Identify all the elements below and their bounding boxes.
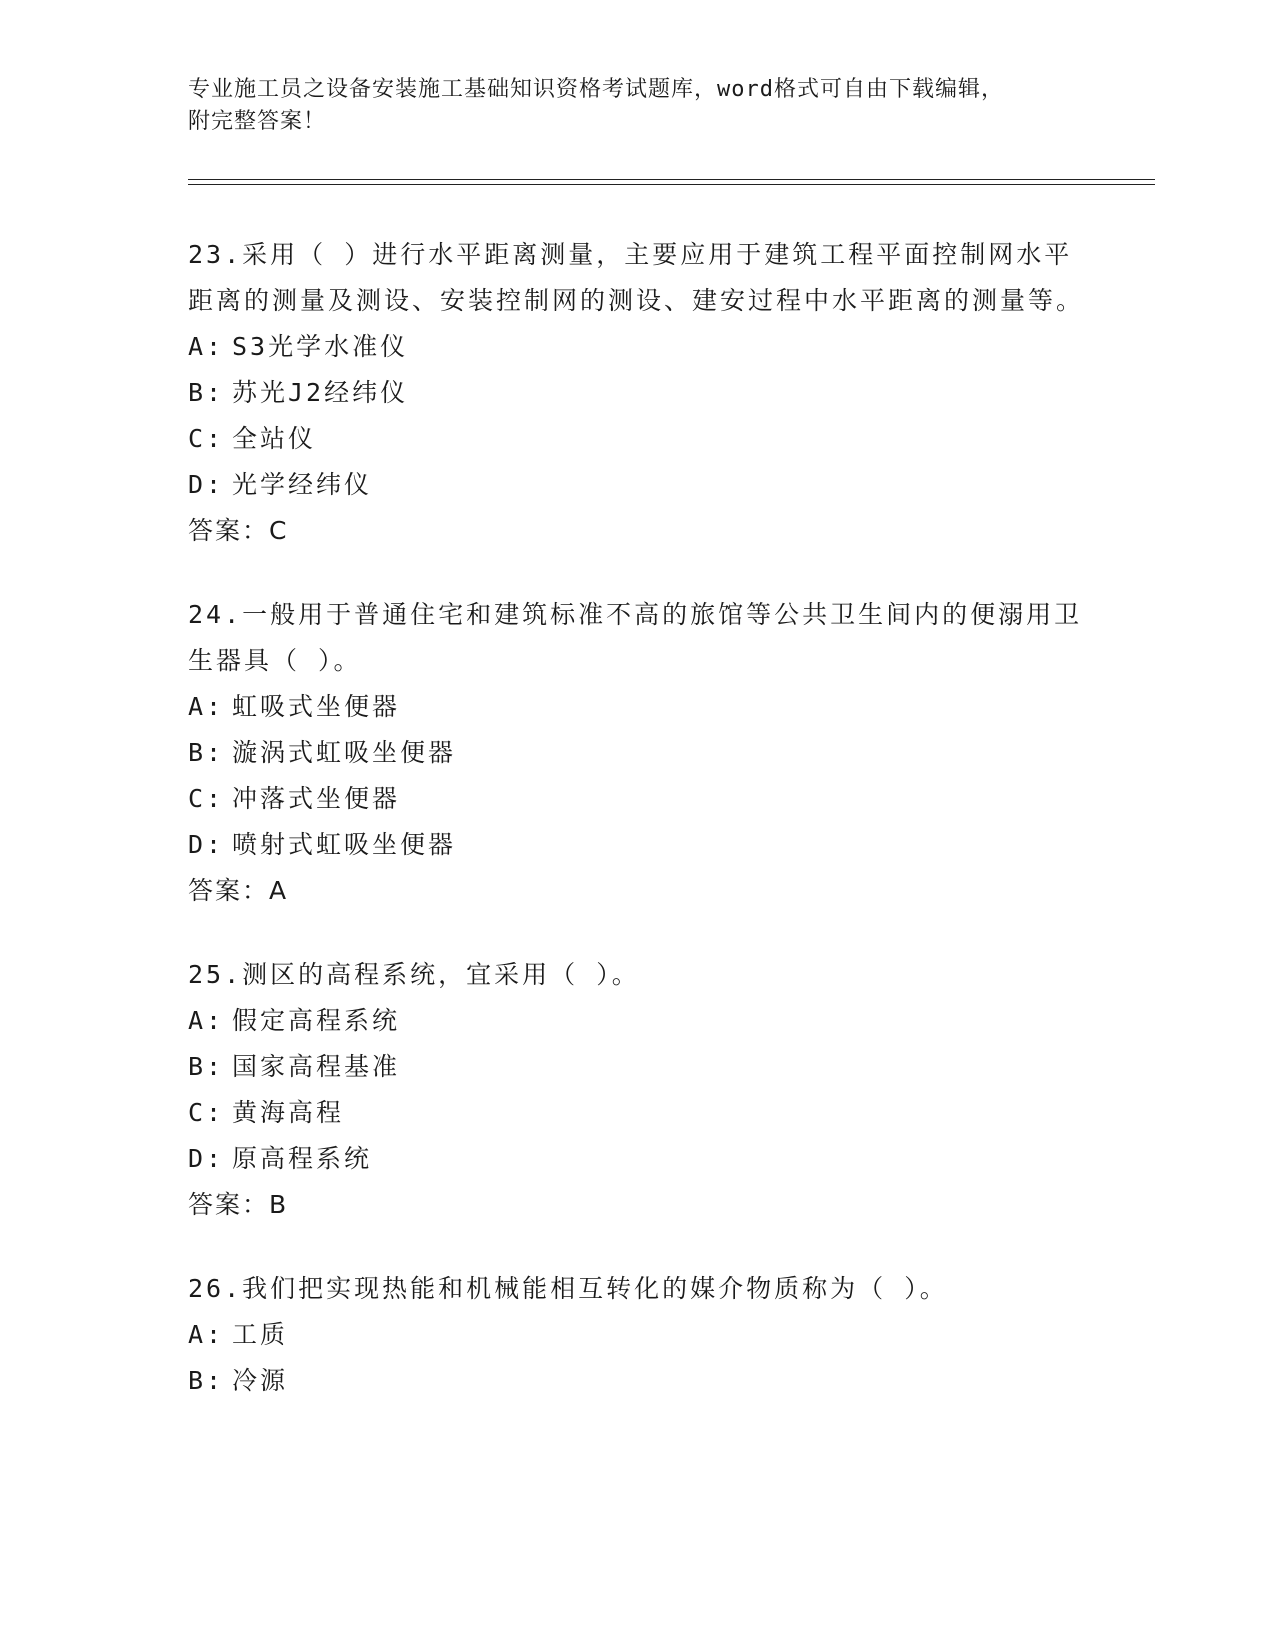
answer-line: 答案：C	[188, 516, 289, 545]
option-text: 假定高程系统	[232, 1006, 401, 1035]
option-text: 虹吸式坐便器	[232, 692, 401, 721]
option-text: 原高程系统	[232, 1144, 373, 1173]
option-text: 苏光J2经纬仪	[232, 378, 409, 407]
question-stem: 26.我们把实现热能和机械能相互转化的媒介物质称为（ ）。	[188, 1274, 948, 1303]
option-text: 光学经纬仪	[232, 470, 373, 499]
option-letter: C:	[188, 1098, 225, 1127]
option-letter: B:	[188, 378, 225, 407]
option-letter: B:	[188, 738, 225, 767]
option-b	[188, 730, 1088, 776]
answer-line: 答案：B	[188, 1190, 289, 1219]
option-a	[188, 324, 1088, 370]
option-letter: D:	[188, 1144, 225, 1173]
option-text: 冲落式坐便器	[232, 784, 401, 813]
option-a	[188, 684, 1088, 730]
option-letter: C:	[188, 784, 225, 813]
question-stem: 23.采用（ ）进行水平距离测量，主要应用于建筑工程平面控制网水平距离的测量及测设、安装控制网的测设、建安过程中水平距离的测量等。	[188, 240, 1085, 315]
option-letter: C:	[188, 424, 225, 453]
option-text: 喷射式虹吸坐便器	[232, 830, 457, 859]
option-b	[188, 370, 1088, 416]
option-d	[188, 1136, 1088, 1182]
option-d	[188, 822, 1088, 868]
question-23	[188, 232, 1088, 554]
option-text: 漩涡式虹吸坐便器	[232, 738, 457, 767]
option-a	[188, 1312, 1088, 1358]
header-divider-bottom	[188, 184, 1155, 185]
question-24	[188, 592, 1088, 914]
option-letter: A:	[188, 692, 225, 721]
header-divider-top	[188, 179, 1155, 180]
option-text: 全站仪	[232, 424, 317, 453]
question-26	[188, 1266, 1088, 1404]
header-line-2: 附完整答案！	[188, 109, 327, 134]
option-letter: A:	[188, 1006, 225, 1035]
header-line-1: 专业施工员之设备安装施工基础知识资格考试题库，word格式可自由下载编辑，	[188, 77, 1004, 102]
option-letter: D:	[188, 470, 225, 499]
question-stem: 25.测区的高程系统，宜采用（ ）。	[188, 960, 640, 989]
option-text: 黄海高程	[232, 1098, 345, 1127]
answer-line: 答案：A	[188, 876, 289, 905]
option-text: 工质	[232, 1320, 289, 1349]
option-text: S3光学水准仪	[232, 332, 409, 361]
option-text: 冷源	[232, 1366, 289, 1395]
option-a	[188, 998, 1088, 1044]
question-25	[188, 952, 1088, 1228]
option-b	[188, 1358, 1088, 1404]
question-stem: 24.一般用于普通住宅和建筑标准不高的旅馆等公共卫生间内的便溺用卫生器具（ ）。	[188, 600, 1083, 675]
option-b	[188, 1044, 1088, 1090]
option-d	[188, 462, 1088, 508]
option-c	[188, 416, 1088, 462]
option-c	[188, 776, 1088, 822]
option-letter: A:	[188, 1320, 225, 1349]
option-letter: A:	[188, 332, 225, 361]
option-text: 国家高程基准	[232, 1052, 401, 1081]
option-letter: D:	[188, 830, 225, 859]
document-header	[188, 74, 1068, 138]
option-letter: B:	[188, 1366, 225, 1395]
option-c	[188, 1090, 1088, 1136]
question-list	[188, 232, 1088, 1442]
option-letter: B:	[188, 1052, 225, 1081]
